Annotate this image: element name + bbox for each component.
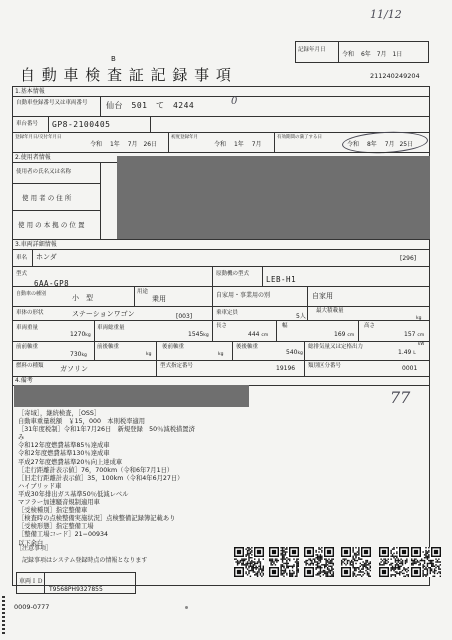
front-front-axle-value: 730kg [70, 351, 87, 358]
remarks-line: ［受検種別］指定整備車 [18, 507, 88, 515]
first-reg-value: 令和 1年 7月 26日 [90, 141, 158, 148]
displacement-value: 1.49 L [398, 349, 416, 356]
maxload-label: 最大積載量 [316, 308, 344, 314]
remarks-line: ［整備工場コード］21−00934 [18, 531, 108, 539]
redaction-block-user [117, 156, 430, 240]
qr-code-6 [411, 547, 441, 577]
car-id-label: 車両ＩＤ [19, 578, 44, 585]
fuel-label: 燃料の種類 [16, 363, 44, 369]
notes-text: 記録事項はシステム登録時点の情報となります [22, 557, 148, 564]
redaction-block-remarks [14, 385, 249, 407]
kind-value: 小 型 [72, 294, 93, 302]
remarks-line: 平成30年排出ガス基準50％低減レベル [18, 490, 129, 498]
reg-number-label: 自動車登録番号又は車両番号 [16, 100, 88, 106]
remarks-line: ［寄域］，継続検査，［OSS］ [18, 410, 101, 417]
capacity-value: 5人 [296, 313, 306, 320]
gross-value: 1545kg [188, 331, 209, 338]
remarks-line: マフラー加速騒音規制適用車 [18, 499, 100, 507]
remarks-line: 自動車重量税額 ￥15，000 本則税率適用 [18, 418, 146, 426]
body-label: 車体の形状 [16, 310, 44, 316]
maker-label: 車名 [16, 255, 28, 261]
bottom-dot [185, 606, 188, 609]
model-value: 6AA-GP8 [34, 279, 70, 288]
front-rear-axle-label: 前後軸重 [97, 344, 120, 350]
weight-value: 1270kg [70, 331, 91, 338]
width-label: 幅 [282, 323, 288, 329]
handwritten-number-mark: 77 [390, 388, 411, 407]
height-label: 高さ [364, 323, 376, 329]
first-inspect-value: 令和 1年 7月 [214, 141, 262, 148]
chassis-label: 車台番号 [16, 121, 39, 127]
remarks-line: 平成27年度燃費基準20％向上達成車 [18, 458, 123, 466]
first-inspect-label: 初度登録年月 [171, 135, 198, 140]
remarks-line: 令和12年度燃費基準85％達成車 [18, 442, 110, 450]
displacement-label: 総排気量又は定格出力 [308, 344, 364, 350]
purpose-label: 自家用・事業用の別 [216, 292, 271, 299]
section-basic-label: 1.基本情報 [15, 88, 45, 95]
weight-label: 車両重量 [16, 325, 39, 331]
form-number: 0009-0777 [14, 603, 50, 611]
remarks-line: み [18, 434, 25, 442]
user-base-label: 使 用 の 本 拠 の 位 置 [18, 221, 85, 229]
length-label: 長さ [216, 323, 228, 329]
maxload-unit: kg [416, 316, 422, 321]
left-edge-mark [2, 596, 5, 636]
reg-number-value: 仙台 501 て 4244 [106, 101, 195, 110]
qr-code-4 [341, 547, 371, 577]
chassis-value: GP8-2100405 [52, 120, 111, 129]
maker-code: [296] [400, 255, 417, 262]
qr-code-2 [269, 547, 299, 577]
section-user-label: 2.使用者情報 [15, 154, 51, 161]
remarks-line: 以下余白 [18, 539, 44, 547]
reg-number-annotation: 0 [231, 96, 238, 107]
displacement-unit-kw: kW [418, 341, 425, 346]
use-label: 用途 [137, 289, 149, 295]
gross-label: 車両総重量 [97, 325, 125, 331]
front-front-axle-label: 前前軸重 [16, 344, 39, 350]
remarks-line: ［31年度税制］令和1年7月26日 新規登録 50％減税措置済 [18, 426, 195, 434]
maker-value: ホンダ [36, 253, 57, 261]
section-remarks-label: 4.備考 [15, 377, 33, 384]
engine-label: 原動機の型式 [216, 271, 250, 277]
first-reg-label: 登録年月日/交付年月日 [15, 135, 62, 140]
engine-value: LEB-H1 [266, 275, 297, 284]
remarks-line: ［受検形態］指定整備工場 [18, 523, 94, 531]
expiry-label: 有効期間の満了する日 [277, 135, 322, 140]
remarks-body [18, 410, 195, 548]
length-value: 444 cm [248, 331, 269, 338]
front-rear-axle-unit: kg [146, 352, 152, 357]
user-name-label: 使用者の氏名又は名称 [16, 169, 72, 175]
record-date-value: 令和 6年 7月 1日 [342, 51, 403, 58]
remarks-line: 令和2年度燃費基準130％達成車 [18, 450, 110, 458]
remarks-line: ［旧走行距離計表示値］35，100km（令和4年6月27日） [18, 474, 184, 482]
section-vehicle-label: 3.車両詳細情報 [15, 241, 57, 248]
kind-label: 自動車の種別 [16, 291, 47, 297]
body-code: [003] [176, 313, 193, 320]
remarks-line: ［走行距離計表示値］76，700km（令和6年7月1日） [18, 466, 174, 474]
class-number-value: 0001 [402, 365, 418, 372]
remarks-line: ハイブリッド車 [18, 482, 62, 490]
notes-heading: ［注意事項］ [16, 545, 53, 552]
qr-code-3 [304, 547, 334, 577]
document-number: 211240249204 [370, 72, 420, 80]
body-value: ステーションワゴン [72, 310, 135, 318]
use-value: 乗用 [152, 295, 166, 303]
header-small-mark: B [111, 55, 116, 63]
width-value: 169 cm [334, 331, 355, 338]
rear-front-axle-unit: kg [218, 352, 224, 357]
record-date-label: 記録年月日 [298, 47, 326, 53]
expiry-value: 令和 8年 7月 25日 [347, 141, 414, 148]
type-number-label: 型式指定番号 [160, 363, 194, 369]
capacity-label: 乗車定員 [216, 310, 239, 316]
fuel-value: ガソリン [60, 365, 88, 373]
remarks-line: ［検査時の点検整備実施状況］点検整備記録簿記載あり [18, 515, 176, 523]
class-number-label: 類別区分番号 [308, 363, 342, 369]
rear-front-axle-label: 後前軸重 [162, 344, 185, 350]
purpose-value: 自家用 [312, 292, 333, 300]
qr-code-1 [234, 547, 264, 577]
user-address-label: 使 用 者 の 住 所 [22, 194, 72, 202]
type-number-value: 19196 [276, 365, 296, 372]
handwritten-date-mark: 11/12 [370, 8, 402, 21]
car-id-value: T9568PH9327855 [49, 586, 103, 593]
rear-rear-axle-value: 540kg [286, 349, 303, 356]
document-title: 自 動 車 検 査 証 記 録 事 項 [20, 66, 232, 84]
height-value: 157 cm [404, 331, 425, 338]
rear-rear-axle-label: 後後軸重 [236, 344, 259, 350]
qr-code-5 [379, 547, 409, 577]
model-label: 型式 [16, 271, 28, 277]
